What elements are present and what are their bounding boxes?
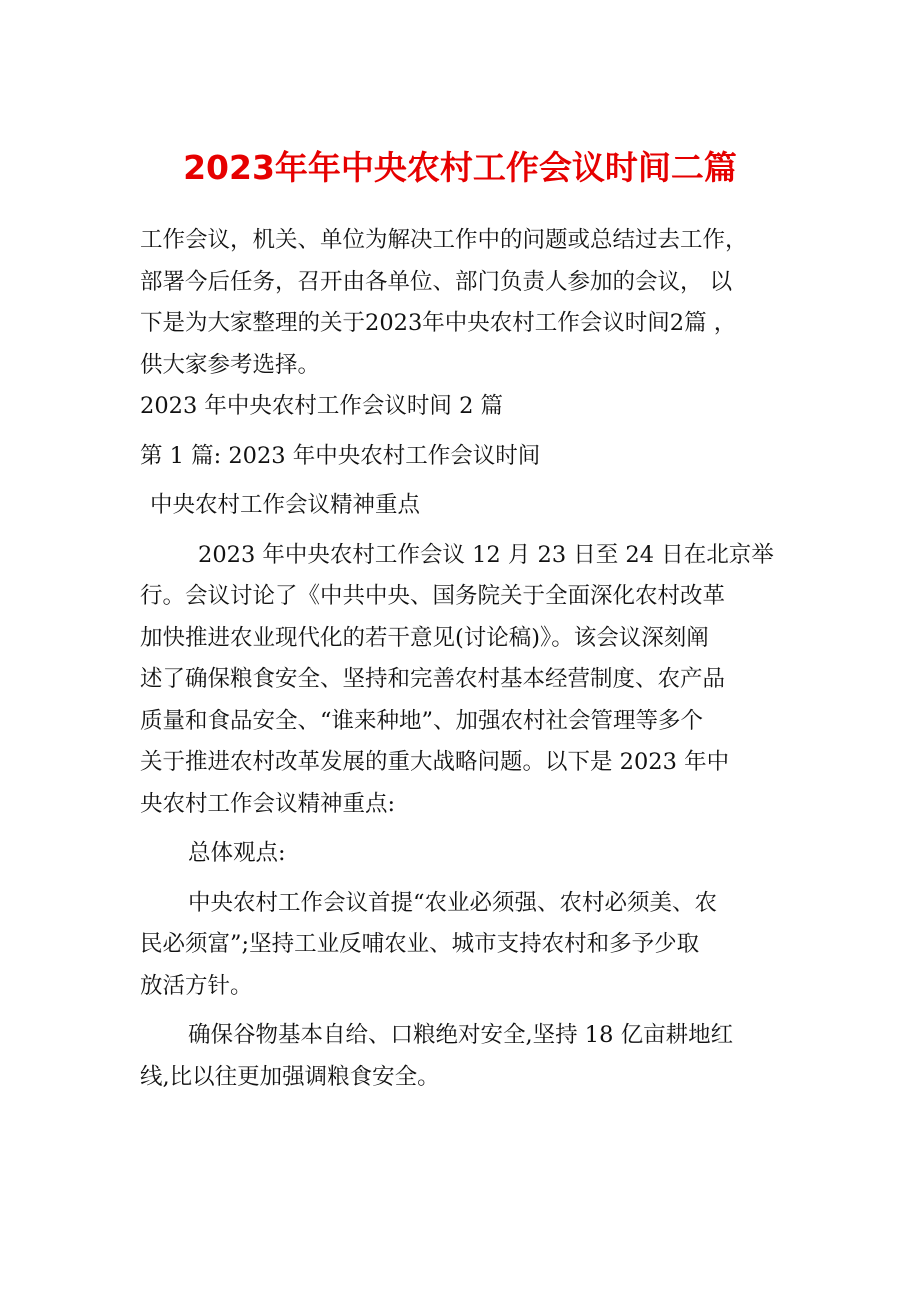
text-line: 中央农村工作会议精神重点 [150,492,421,518]
text-line: 加快推进农业现代化的若干意见(讨论稿)》。该会议深刻阐 [140,624,709,651]
text-line: 第 1 篇: 2023 年中央农村工作会议时间 [140,442,541,469]
paragraph-2 [140,883,780,1008]
document-body [140,220,780,1098]
intro-paragraph [140,220,780,386]
document-title: 2023年年中央农村工作会议时间二篇 [183,148,737,187]
text-line: 下是为大家整理的关于2023年中央农村工作会议时间2篇 ， [140,310,737,336]
text-line: 中央农村工作会议首提“农业必须强、农村必须美、农 [188,889,718,916]
text-line: 2023 年中央农村工作会议时间 2 篇 [140,393,504,419]
text-line: 确保谷物基本自给、口粮绝对安全,坚持 18 亿亩耕地红 [188,1022,734,1048]
text-line: 放活方针。 [140,972,253,999]
text-line: 民必须富”;坚持工业反哺农业、城市支持农村和多予少取 [140,931,700,957]
overall-label [140,833,780,875]
text-line: 述了确保粮食安全、坚持和完善农村基本经营制度、农产品 [140,666,726,692]
heading-di1pian [140,436,780,478]
text-line: 供大家参考选择。 [140,351,321,378]
text-line: 关于推进农村改革发展的重大战略问题。以下是 2023 年中 [140,749,730,775]
text-line: 工作会议，机关、单位为解决工作中的问题或总结过去工作， [140,227,748,253]
text-line: 质量和食品安全、“谁来种地”、加强农村社会管理等多个 [140,707,704,734]
text-line: 线,比以往更加强调粮食安全。 [140,1063,440,1090]
paragraph-3 [140,1015,780,1098]
text-line: 央农村工作会议精神重点: [140,790,396,817]
text-line: 部署今后任务，召开由各单位、部门负责人参加的会议， 以 [140,268,733,295]
paragraph-1 [140,535,780,826]
text-line: 总体观点: [188,840,286,866]
text-line: 行。会议讨论了《中共中央、国务院关于全面深化农村改革 [140,583,726,609]
heading-2pian [140,386,780,428]
subheading [140,485,780,527]
text-line: 2023 年中央农村工作会议 12 月 23 日至 24 日在北京举 [198,541,774,568]
